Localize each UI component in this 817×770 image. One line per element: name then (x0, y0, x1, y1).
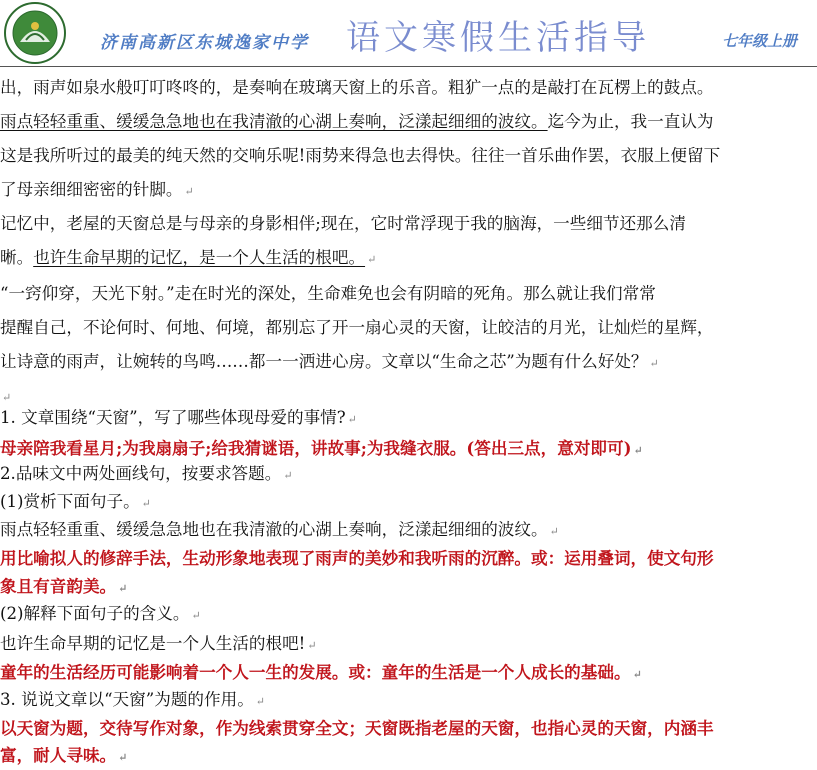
text-line (0, 316, 817, 340)
text-line (0, 406, 817, 432)
answer-line (0, 660, 817, 687)
line-text: 1. 文章围绕“天窗”，写了哪些体现母爱的事情? (0, 408, 346, 427)
paragraph-mark-icon: ↵ (367, 253, 377, 266)
answer-line (0, 716, 817, 740)
line-text: 母亲陪我看星月;为我扇扇子;给我猜谜语，讲故事;为我缝衣服。(答出三点，意对即可) (0, 438, 632, 458)
page-title: 语文寒假生活指导 (346, 18, 650, 58)
paragraph-mark-icon: ↵ (118, 751, 128, 764)
school-seal-icon (4, 2, 66, 64)
text-line (0, 688, 817, 714)
line-text: 用比喻拟人的修辞手法，生动形象地表现了雨声的美妙和我听雨的沉醉。或：运用叠词，使文句形 (0, 548, 714, 568)
text-line (0, 350, 817, 376)
text-line (0, 632, 817, 658)
paragraph-mark-icon: ↵ (549, 525, 559, 538)
line-text: 2.品味文中两处画线句，按要求答题。 (0, 464, 282, 483)
school-name: 济南高新区东城逸家中学 (100, 33, 309, 53)
line-text: 了母亲细细密密的针脚。 (0, 180, 183, 199)
paragraph-mark-icon: ↵ (184, 185, 194, 198)
answer-line (0, 546, 817, 570)
text-line (0, 518, 817, 544)
line-text: 这是我所听过的最美的纯天然的交响乐呢!雨势来得急也去得快。往往一首乐曲作罢，衣服上便留下 (0, 146, 721, 165)
line-text: 记忆中，老屋的天窗总是与母亲的身影相伴;现在，它时常浮现于我的脑海，一些细节还那么清 (0, 214, 686, 233)
text-line (0, 212, 817, 236)
answer-line (0, 574, 817, 601)
paragraph-mark-icon: ↵ (633, 444, 643, 457)
paragraph-mark-icon: ↵ (283, 469, 293, 482)
text-line (0, 144, 817, 168)
header-divider (0, 66, 817, 67)
line-text: (1)赏析下面句子。 (0, 492, 140, 511)
underlined-sentence: 也许生命早期的记忆，是一个人生活的根吧。 (33, 248, 366, 267)
line-text: 以天窗为题，交待写作对象，作为线索贯穿全文；天窗既指老屋的天窗，也指心灵的天窗，内涵丰 (0, 718, 714, 738)
line-text: 雨点轻轻重重、缓缓急急地也在我清澈的心湖上奏响，泛漾起细细的波纹。 (0, 520, 548, 539)
paragraph-mark-icon: ↵ (255, 695, 266, 708)
paragraph-mark-icon: ↵ (632, 668, 642, 681)
answer-line (0, 743, 817, 770)
line-text: 晰。 (0, 248, 34, 267)
line-text: 也许生命早期的记忆是一个人生活的根吧! (0, 634, 306, 653)
paragraph-mark-icon: ↵ (347, 413, 357, 426)
paragraph-mark-icon: ↵ (141, 497, 151, 510)
page-header (0, 0, 817, 70)
paragraph-mark-icon: ↵ (307, 639, 317, 652)
underlined-sentence: 雨点轻轻重重、缓缓急急地也在我清澈的心湖上奏响，泛漾起细细的波纹。 (0, 112, 548, 131)
text-line (0, 282, 817, 306)
answer-line (0, 436, 817, 463)
line-text: 让诗意的雨声，让婉转的鸟鸣……都一一洒进心房。文章以“生命之芯”为题有什么好处？ (0, 352, 648, 371)
line-text: “一窍仰穿，天光下射。”走在时光的深处，生命难免也会有阴暗的死角。那么就让我们常常 (0, 284, 656, 303)
text-line (0, 602, 817, 628)
line-text: 迄今为止，我一直认为 (547, 112, 714, 131)
paragraph-mark-icon: ↵ (2, 391, 12, 404)
text-line (0, 110, 817, 134)
text-line (0, 462, 817, 488)
line-text: 富，耐人寻味。 (0, 745, 117, 765)
line-text: 3. 说说文章以“天窗”为题的作用。 (0, 690, 254, 709)
line-text: 提醒自己，不论何时、何地、何境，都别忘了开一扇心灵的天窗，让皎洁的月光，让灿烂的星辉， (0, 318, 714, 337)
text-line (0, 246, 817, 272)
line-text: 童年的生活经历可能影响着一个人一生的发展。或：童年的生活是一个人成长的基础。 (0, 662, 631, 682)
paragraph-mark-icon: ↵ (118, 582, 128, 595)
text-line (0, 178, 817, 204)
text-line (0, 490, 817, 516)
grade-label: 七年级上册 (722, 32, 798, 50)
paragraph-mark-icon: ↵ (649, 357, 659, 370)
line-text: (2)解释下面句子的含义。 (0, 604, 190, 623)
line-text: 出，雨声如泉水般叮叮咚咚的，是奏响在玻璃天窗上的乐音。粗犷一点的是敲打在瓦楞上的鼓点。 (0, 78, 714, 97)
line-text: 象且有音韵美。 (0, 576, 117, 596)
text-line (0, 76, 817, 100)
paragraph-mark-icon: ↵ (191, 609, 201, 622)
